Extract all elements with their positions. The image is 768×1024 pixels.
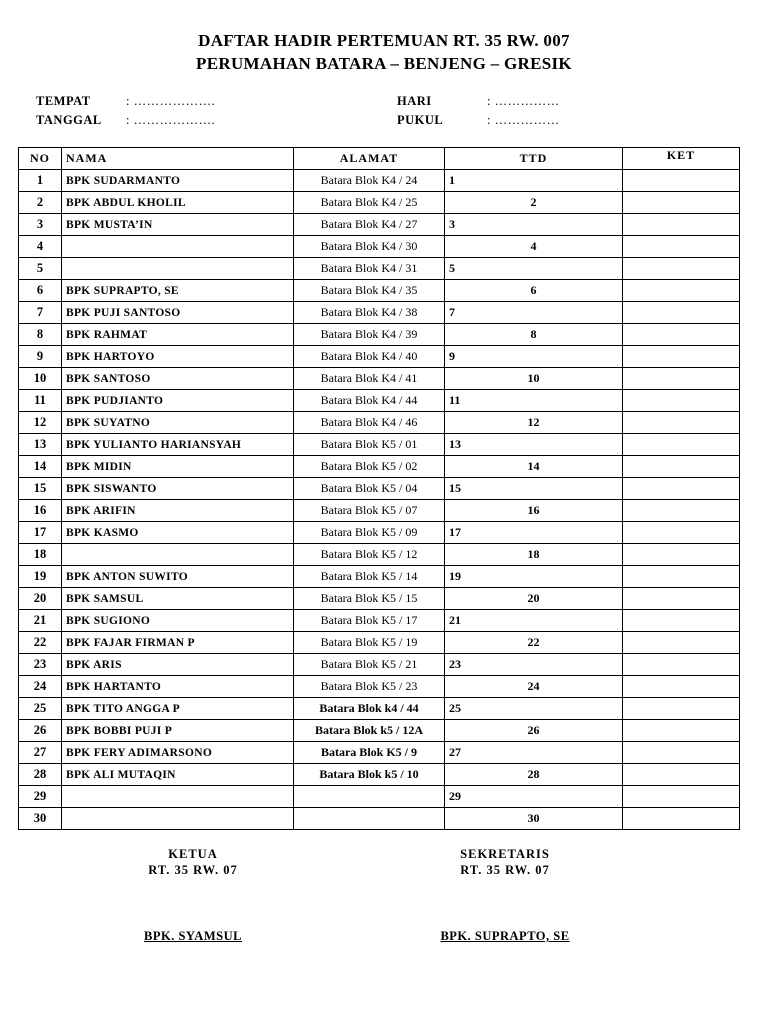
cell-nama: BPK PUDJIANTO: [62, 390, 294, 412]
table-row: [19, 566, 740, 588]
cell-no: 12: [19, 412, 62, 434]
table-row: [19, 720, 740, 742]
pukul-value: : ……………: [487, 113, 560, 127]
cell-no: 22: [19, 632, 62, 654]
cell-ket: [623, 258, 740, 280]
cell-nama: BPK SUPRAPTO, SE: [62, 280, 294, 302]
cell-ket: [623, 412, 740, 434]
cell-ket: [623, 192, 740, 214]
cell-ttd: 11: [445, 390, 623, 412]
cell-ttd: 28: [445, 764, 623, 786]
sekretaris-name: BPK. SUPRAPTO, SE: [440, 929, 570, 943]
cell-ttd: 13: [445, 434, 623, 456]
document-subtitle: PERUMAHAN BATARA – BENJENG – GRESIK: [196, 54, 572, 73]
cell-ket: [623, 654, 740, 676]
cell-ttd: 20: [445, 588, 623, 610]
cell-ttd: 16: [445, 500, 623, 522]
cell-no: 15: [19, 478, 62, 500]
ketua-name: BPK. SYAMSUL: [144, 929, 242, 943]
cell-alamat: Batara Blok K5 / 21: [294, 654, 445, 676]
cell-ket: [623, 390, 740, 412]
cell-ttd: 6: [445, 280, 623, 302]
tanggal-label: TANGGAL: [36, 113, 102, 127]
cell-alamat: Batara Blok K5 / 14: [294, 566, 445, 588]
cell-ket: [623, 456, 740, 478]
cell-ttd: 14: [445, 456, 623, 478]
cell-alamat: Batara Blok K5 / 23: [294, 676, 445, 698]
table-row: [19, 214, 740, 236]
cell-nama: BPK ABDUL KHOLIL: [62, 192, 294, 214]
table-row: [19, 390, 740, 412]
table-row: [19, 764, 740, 786]
cell-ttd: 12: [445, 412, 623, 434]
tempat-label: TEMPAT: [36, 94, 91, 108]
cell-no: 28: [19, 764, 62, 786]
table-row: [19, 192, 740, 214]
cell-alamat: Batara Blok K4 / 27: [294, 214, 445, 236]
cell-nama: [62, 808, 294, 830]
cell-ket: [623, 478, 740, 500]
cell-ket: [623, 808, 740, 830]
cell-no: 6: [19, 280, 62, 302]
cell-ket: [623, 368, 740, 390]
document-title: DAFTAR HADIR PERTEMUAN RT. 35 RW. 007: [198, 31, 570, 50]
table-row: [19, 522, 740, 544]
table-row: [19, 280, 740, 302]
cell-nama: BPK KASMO: [62, 522, 294, 544]
hari-value: : ……………: [487, 94, 560, 108]
cell-ttd: 7: [445, 302, 623, 324]
meta-hari: [397, 94, 560, 109]
table-row: [19, 588, 740, 610]
cell-no: 4: [19, 236, 62, 258]
cell-ket: [623, 522, 740, 544]
table-row: [19, 544, 740, 566]
cell-ttd: 2: [445, 192, 623, 214]
cell-nama: BPK FERY ADIMARSONO: [62, 742, 294, 764]
cell-no: 1: [19, 170, 62, 192]
cell-ttd: 5: [445, 258, 623, 280]
cell-nama: BPK MUSTA’IN: [62, 214, 294, 236]
cell-alamat: Batara Blok k5 / 10: [294, 764, 445, 786]
cell-alamat: Batara Blok K5 / 09: [294, 522, 445, 544]
table-row: [19, 654, 740, 676]
cell-ttd: 8: [445, 324, 623, 346]
cell-ttd: 1: [445, 170, 623, 192]
cell-nama: BPK SUYATNO: [62, 412, 294, 434]
table-row: [19, 742, 740, 764]
cell-no: 30: [19, 808, 62, 830]
ketua-org: RT. 35 RW. 07: [148, 863, 238, 877]
cell-nama: BPK HARTANTO: [62, 676, 294, 698]
cell-nama: BPK RAHMAT: [62, 324, 294, 346]
cell-ket: [623, 544, 740, 566]
header-alamat: ALAMAT: [294, 148, 445, 170]
header-ttd: TTD: [445, 148, 623, 170]
cell-alamat: Batara Blok K4 / 30: [294, 236, 445, 258]
pukul-label: PUKUL: [397, 113, 444, 127]
cell-alamat: Batara Blok K4 / 35: [294, 280, 445, 302]
header-nama: NAMA: [62, 148, 294, 170]
cell-alamat: [294, 808, 445, 830]
cell-nama: BPK SUGIONO: [62, 610, 294, 632]
cell-no: 18: [19, 544, 62, 566]
cell-alamat: Batara Blok K5 / 07: [294, 500, 445, 522]
table-body: [19, 170, 740, 830]
cell-ttd: 21: [445, 610, 623, 632]
cell-ket: [623, 214, 740, 236]
meta-pukul: [397, 113, 560, 128]
cell-no: 7: [19, 302, 62, 324]
cell-nama: BPK YULIANTO HARIANSYAH: [62, 434, 294, 456]
cell-no: 2: [19, 192, 62, 214]
cell-alamat: Batara Blok K5 / 19: [294, 632, 445, 654]
cell-no: 8: [19, 324, 62, 346]
tempat-value: : ……………….: [126, 94, 216, 108]
cell-ttd: 19: [445, 566, 623, 588]
cell-ttd: 24: [445, 676, 623, 698]
cell-nama: BPK ANTON SUWITO: [62, 566, 294, 588]
cell-no: 13: [19, 434, 62, 456]
cell-no: 10: [19, 368, 62, 390]
cell-no: 14: [19, 456, 62, 478]
cell-alamat: Batara Blok K5 / 02: [294, 456, 445, 478]
table-row: [19, 500, 740, 522]
cell-nama: [62, 258, 294, 280]
cell-nama: [62, 544, 294, 566]
cell-alamat: Batara Blok K5 / 12: [294, 544, 445, 566]
attendance-table: [18, 147, 740, 830]
cell-nama: BPK BOBBI PUJI P: [62, 720, 294, 742]
table-row: [19, 236, 740, 258]
cell-ket: [623, 698, 740, 720]
cell-no: 24: [19, 676, 62, 698]
cell-no: 5: [19, 258, 62, 280]
cell-alamat: Batara Blok k4 / 44: [294, 698, 445, 720]
cell-no: 29: [19, 786, 62, 808]
cell-no: 16: [19, 500, 62, 522]
table-row: [19, 478, 740, 500]
cell-no: 20: [19, 588, 62, 610]
header-ket: KET: [623, 148, 740, 170]
meta-tanggal: [36, 113, 215, 128]
cell-nama: BPK ARIS: [62, 654, 294, 676]
cell-alamat: Batara Blok K4 / 44: [294, 390, 445, 412]
cell-nama: BPK ARIFIN: [62, 500, 294, 522]
cell-nama: BPK SANTOSO: [62, 368, 294, 390]
cell-ket: [623, 236, 740, 258]
header-no: NO: [19, 148, 62, 170]
cell-no: 19: [19, 566, 62, 588]
cell-nama: BPK MIDIN: [62, 456, 294, 478]
cell-ket: [623, 720, 740, 742]
table-row: [19, 412, 740, 434]
cell-no: 26: [19, 720, 62, 742]
cell-ket: [623, 566, 740, 588]
cell-alamat: Batara Blok k5 / 12A: [294, 720, 445, 742]
cell-ttd: 27: [445, 742, 623, 764]
cell-nama: BPK ALI MUTAQIN: [62, 764, 294, 786]
sekretaris-role: SEKRETARIS: [460, 847, 550, 861]
cell-nama: BPK SISWANTO: [62, 478, 294, 500]
cell-alamat: Batara Blok K5 / 04: [294, 478, 445, 500]
cell-alamat: Batara Blok K4 / 25: [294, 192, 445, 214]
cell-alamat: [294, 786, 445, 808]
cell-ttd: 3: [445, 214, 623, 236]
cell-ket: [623, 170, 740, 192]
table-row: [19, 632, 740, 654]
cell-alamat: Batara Blok K5 / 01: [294, 434, 445, 456]
cell-ttd: 25: [445, 698, 623, 720]
cell-no: 23: [19, 654, 62, 676]
table-row: [19, 368, 740, 390]
table-row: [19, 324, 740, 346]
cell-alamat: Batara Blok K4 / 31: [294, 258, 445, 280]
cell-ttd: 30: [445, 808, 623, 830]
cell-ttd: 22: [445, 632, 623, 654]
cell-ket: [623, 434, 740, 456]
cell-ket: [623, 764, 740, 786]
table-row: [19, 610, 740, 632]
cell-ket: [623, 610, 740, 632]
cell-no: 21: [19, 610, 62, 632]
table-row: [19, 434, 740, 456]
cell-no: 27: [19, 742, 62, 764]
table-row: [19, 302, 740, 324]
cell-no: 11: [19, 390, 62, 412]
table-row: [19, 346, 740, 368]
cell-ttd: 17: [445, 522, 623, 544]
cell-alamat: Batara Blok K4 / 39: [294, 324, 445, 346]
cell-ket: [623, 302, 740, 324]
cell-nama: BPK TITO ANGGA P: [62, 698, 294, 720]
cell-ket: [623, 742, 740, 764]
cell-ttd: 9: [445, 346, 623, 368]
cell-ket: [623, 632, 740, 654]
meta-tempat: [36, 94, 215, 109]
cell-ttd: 29: [445, 786, 623, 808]
hari-label: HARI: [397, 94, 432, 108]
cell-ket: [623, 500, 740, 522]
cell-alamat: Batara Blok K5 / 15: [294, 588, 445, 610]
table-row: [19, 786, 740, 808]
table-row: [19, 258, 740, 280]
cell-nama: BPK SAMSUL: [62, 588, 294, 610]
cell-no: 17: [19, 522, 62, 544]
cell-ttd: 10: [445, 368, 623, 390]
cell-nama: BPK SUDARMANTO: [62, 170, 294, 192]
cell-nama: [62, 786, 294, 808]
cell-ttd: 4: [445, 236, 623, 258]
cell-ket: [623, 786, 740, 808]
tanggal-value: : ……………….: [126, 113, 216, 127]
cell-ket: [623, 346, 740, 368]
cell-ttd: 18: [445, 544, 623, 566]
cell-nama: [62, 236, 294, 258]
cell-ket: [623, 280, 740, 302]
cell-alamat: Batara Blok K4 / 40: [294, 346, 445, 368]
table-row: [19, 808, 740, 830]
cell-ket: [623, 588, 740, 610]
cell-alamat: Batara Blok K5 / 17: [294, 610, 445, 632]
cell-nama: BPK PUJI SANTOSO: [62, 302, 294, 324]
table-row: [19, 676, 740, 698]
cell-alamat: Batara Blok K4 / 41: [294, 368, 445, 390]
sekretaris-org: RT. 35 RW. 07: [460, 863, 550, 877]
cell-alamat: Batara Blok K4 / 24: [294, 170, 445, 192]
cell-nama: BPK HARTOYO: [62, 346, 294, 368]
table-row: [19, 170, 740, 192]
cell-alamat: Batara Blok K4 / 46: [294, 412, 445, 434]
cell-no: 3: [19, 214, 62, 236]
cell-ttd: 26: [445, 720, 623, 742]
cell-alamat: Batara Blok K4 / 38: [294, 302, 445, 324]
cell-ket: [623, 324, 740, 346]
table-header-row: [19, 148, 740, 170]
cell-ttd: 15: [445, 478, 623, 500]
cell-nama: BPK FAJAR FIRMAN P: [62, 632, 294, 654]
table-row: [19, 698, 740, 720]
cell-alamat: Batara Blok K5 / 9: [294, 742, 445, 764]
cell-no: 25: [19, 698, 62, 720]
cell-ket: [623, 676, 740, 698]
cell-ttd: 23: [445, 654, 623, 676]
ketua-role: KETUA: [168, 847, 218, 861]
cell-no: 9: [19, 346, 62, 368]
table-row: [19, 456, 740, 478]
